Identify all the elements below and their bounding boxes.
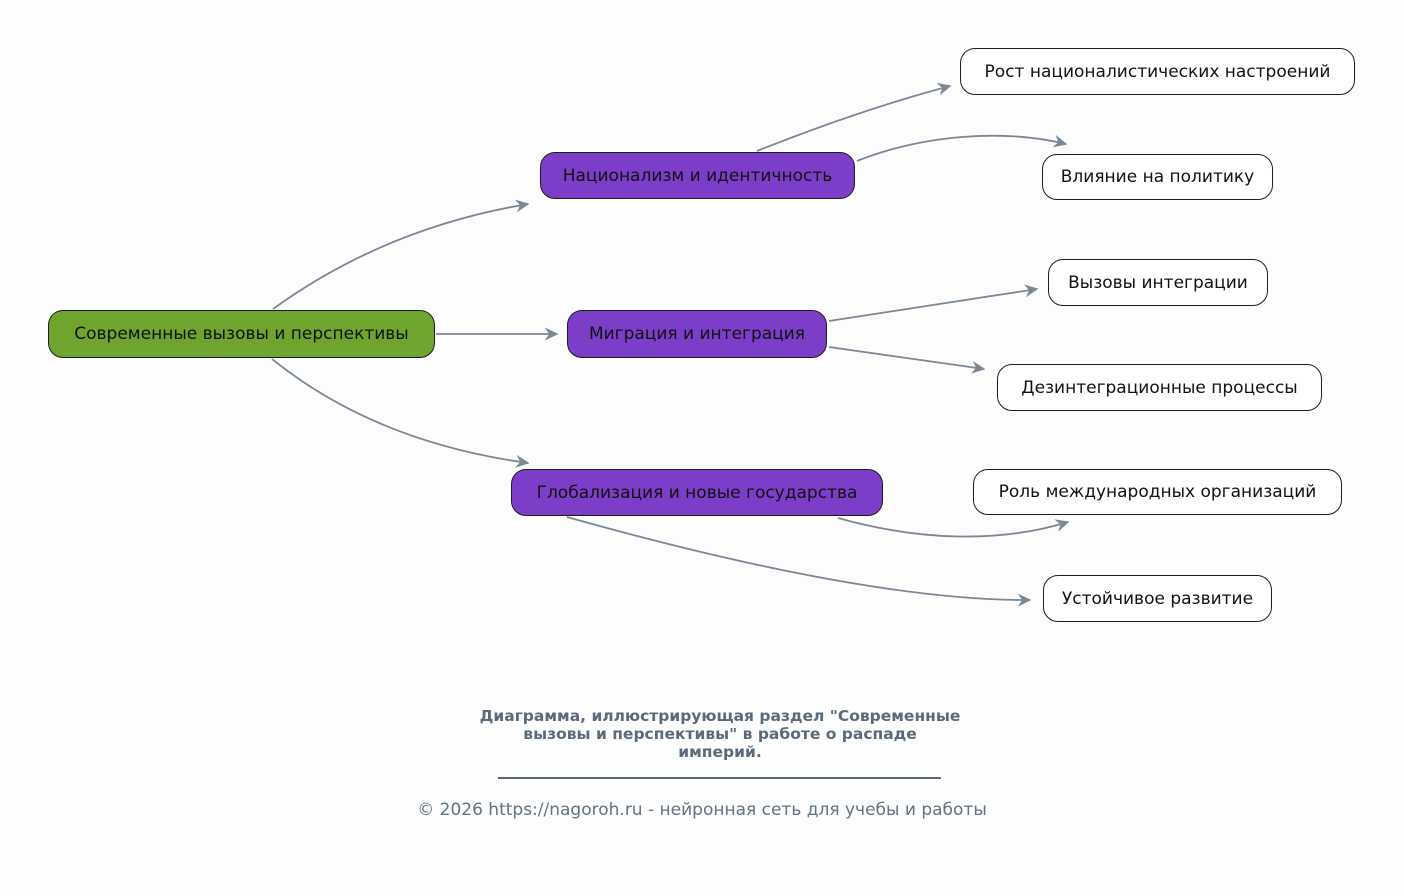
copyright-footer: © 2026 https://nagoroh.ru - нейронная сеть для учебы и работы <box>417 800 987 820</box>
node-label: Дезинтеграционные процессы <box>1021 377 1298 398</box>
caption-line: Диаграмма, иллюстрирующая раздел "Современные <box>479 707 961 725</box>
caption-line: империй. <box>678 743 762 761</box>
node-label: Влияние на политику <box>1060 167 1255 187</box>
node-label: Миграция и интеграция <box>588 324 806 344</box>
diagram-caption <box>302 707 1138 761</box>
caption-line: вызовы и перспективы" в работе о распаде <box>523 725 917 743</box>
node-label: Вызовы интеграции <box>1068 272 1248 293</box>
node-migration-integration <box>567 310 827 358</box>
edge-nationalism-growth <box>757 86 950 151</box>
node-label: Национализм и идентичность <box>562 165 833 186</box>
caption-divider <box>498 777 941 779</box>
node-nationalist-sentiment-growth <box>960 48 1355 95</box>
node-integration-challenges <box>1048 259 1268 306</box>
node-globalization-new-states <box>511 469 883 516</box>
node-label: Устойчивое развитие <box>1061 588 1254 609</box>
node-label: Глобализация и новые государства <box>536 482 858 503</box>
node-label: Роль международных организаций <box>998 482 1317 502</box>
edge-migration-challenges <box>829 289 1037 321</box>
node-influence-on-politics <box>1042 154 1273 200</box>
node-root-modern-challenges <box>48 310 435 358</box>
edge-root-nationalism <box>273 204 528 309</box>
node-nationalism-identity <box>540 152 855 199</box>
edge-root-globalization <box>272 359 528 463</box>
node-disintegration-processes <box>997 364 1322 411</box>
edge-nationalism-politics <box>857 136 1066 161</box>
edge-globalization-sustainable <box>567 517 1030 600</box>
edge-migration-disintegration <box>829 347 984 369</box>
edge-globalization-organizations <box>838 518 1068 537</box>
node-label: Рост националистических настроений <box>984 61 1331 82</box>
node-international-organizations-role <box>973 469 1342 515</box>
node-label: Современные вызовы и перспективы <box>74 324 409 344</box>
node-sustainable-development <box>1043 575 1272 622</box>
